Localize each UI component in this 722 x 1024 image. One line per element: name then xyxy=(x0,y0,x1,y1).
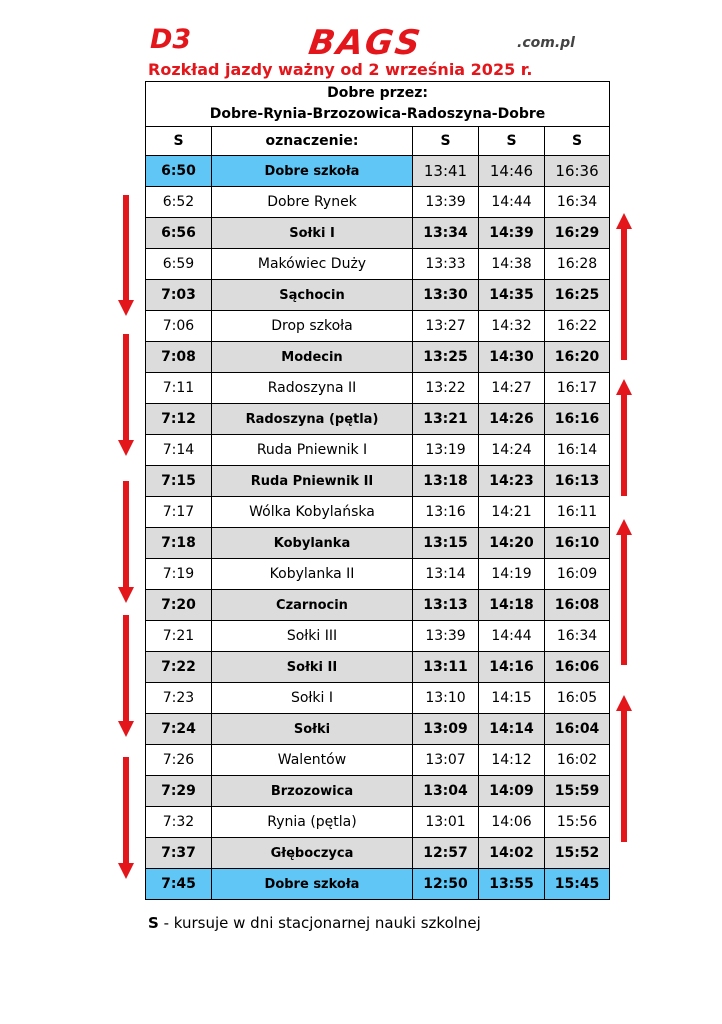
down-arrow-icon xyxy=(118,195,134,316)
stop-name: Czarnocin xyxy=(212,590,413,621)
return-time-1: 13:39 xyxy=(413,621,479,652)
stop-name: Makówiec Duży xyxy=(212,249,413,280)
return-time-2: 14:14 xyxy=(479,714,545,745)
stop-name: Ruda Pniewnik II xyxy=(212,466,413,497)
via-header xyxy=(146,82,610,127)
down-arrow-icon xyxy=(118,481,134,603)
table-row xyxy=(146,249,610,280)
return-time-3: 16:09 xyxy=(545,559,610,590)
table-row xyxy=(146,435,610,466)
stop-name: Drop szkoła xyxy=(212,311,413,342)
table-row xyxy=(146,497,610,528)
return-time-1: 13:04 xyxy=(413,776,479,807)
footnote xyxy=(148,914,481,932)
table-row xyxy=(146,559,610,590)
return-time-2: 14:35 xyxy=(479,280,545,311)
footnote-symbol: S xyxy=(148,914,159,932)
table-row xyxy=(146,869,610,900)
return-time-3: 16:13 xyxy=(545,466,610,497)
departure-time: 6:50 xyxy=(146,156,212,187)
return-time-2: 14:44 xyxy=(479,621,545,652)
table-row xyxy=(146,714,610,745)
stop-name: Sołki I xyxy=(212,218,413,249)
stop-name: Dobre Rynek xyxy=(212,187,413,218)
departure-time: 6:56 xyxy=(146,218,212,249)
return-time-2: 14:20 xyxy=(479,528,545,559)
return-time-1: 13:07 xyxy=(413,745,479,776)
return-time-2: 14:39 xyxy=(479,218,545,249)
return-time-1: 13:22 xyxy=(413,373,479,404)
table-row xyxy=(146,156,610,187)
return-time-3: 16:22 xyxy=(545,311,610,342)
stop-name: Modecin xyxy=(212,342,413,373)
return-time-3: 16:04 xyxy=(545,714,610,745)
table-row xyxy=(146,745,610,776)
table-row xyxy=(146,652,610,683)
return-time-1: 13:27 xyxy=(413,311,479,342)
departure-time: 7:12 xyxy=(146,404,212,435)
table-row xyxy=(146,187,610,218)
stop-name: Ruda Pniewnik I xyxy=(212,435,413,466)
up-arrow-icon xyxy=(616,695,632,842)
down-arrow-icon xyxy=(118,615,134,737)
return-time-1: 13:33 xyxy=(413,249,479,280)
return-time-3: 16:28 xyxy=(545,249,610,280)
departure-time: 7:06 xyxy=(146,311,212,342)
return-time-2: 14:16 xyxy=(479,652,545,683)
validity-title: Rozkład jazdy ważny od 2 września 2025 r. xyxy=(148,60,533,79)
stop-name: Kobylanka xyxy=(212,528,413,559)
return-time-2: 14:21 xyxy=(479,497,545,528)
return-time-1: 13:25 xyxy=(413,342,479,373)
table-row xyxy=(146,776,610,807)
return-time-1: 13:19 xyxy=(413,435,479,466)
departure-time: 7:19 xyxy=(146,559,212,590)
route-code: D3 xyxy=(150,24,192,55)
departure-time: 7:37 xyxy=(146,838,212,869)
departure-time: 7:24 xyxy=(146,714,212,745)
up-arrow-icon xyxy=(616,213,632,360)
stop-name: Rynia (pętla) xyxy=(212,807,413,838)
return-time-3: 16:29 xyxy=(545,218,610,249)
return-time-1: 13:21 xyxy=(413,404,479,435)
stop-name: Sąchocin xyxy=(212,280,413,311)
departure-time: 7:15 xyxy=(146,466,212,497)
stop-name: Dobre szkoła xyxy=(212,869,413,900)
return-time-3: 16:05 xyxy=(545,683,610,714)
departure-time: 7:23 xyxy=(146,683,212,714)
departure-time: 7:17 xyxy=(146,497,212,528)
return-time-2: 14:15 xyxy=(479,683,545,714)
stop-name: Radoszyna II xyxy=(212,373,413,404)
return-time-3: 16:10 xyxy=(545,528,610,559)
stop-name: Sołki I xyxy=(212,683,413,714)
stop-name: Kobylanka II xyxy=(212,559,413,590)
return-time-3: 16:34 xyxy=(545,621,610,652)
return-time-1: 13:11 xyxy=(413,652,479,683)
return-time-1: 13:30 xyxy=(413,280,479,311)
table-row xyxy=(146,373,610,404)
column-header: S xyxy=(479,127,545,156)
stop-name: Brzozowica xyxy=(212,776,413,807)
stop-name: Wólka Kobylańska xyxy=(212,497,413,528)
departure-time: 7:32 xyxy=(146,807,212,838)
return-time-3: 16:06 xyxy=(545,652,610,683)
departure-time: 7:11 xyxy=(146,373,212,404)
stop-name: Dobre szkoła xyxy=(212,156,413,187)
return-time-2: 14:12 xyxy=(479,745,545,776)
down-arrow-icon xyxy=(118,334,134,456)
return-time-2: 14:09 xyxy=(479,776,545,807)
table-row xyxy=(146,218,610,249)
return-time-2: 14:19 xyxy=(479,559,545,590)
stop-name: Radoszyna (pętla) xyxy=(212,404,413,435)
return-time-2: 14:24 xyxy=(479,435,545,466)
table-row xyxy=(146,311,610,342)
stop-name: Głęboczyca xyxy=(212,838,413,869)
return-time-1: 13:10 xyxy=(413,683,479,714)
bags-logo xyxy=(305,20,595,63)
table-row xyxy=(146,404,610,435)
return-time-2: 14:18 xyxy=(479,590,545,621)
return-time-3: 15:52 xyxy=(545,838,610,869)
return-time-3: 16:08 xyxy=(545,590,610,621)
return-time-1: 13:34 xyxy=(413,218,479,249)
up-arrow-icon xyxy=(616,379,632,496)
return-time-1: 13:16 xyxy=(413,497,479,528)
return-time-1: 13:13 xyxy=(413,590,479,621)
table-row xyxy=(146,621,610,652)
table-row xyxy=(146,838,610,869)
return-time-1: 12:50 xyxy=(413,869,479,900)
departure-time: 6:52 xyxy=(146,187,212,218)
column-header-row xyxy=(146,127,610,156)
departure-time: 7:45 xyxy=(146,869,212,900)
stop-name: Sołki II xyxy=(212,652,413,683)
departure-time: 7:21 xyxy=(146,621,212,652)
logo-main-text: BAGS xyxy=(306,23,425,63)
return-time-2: 14:26 xyxy=(479,404,545,435)
return-time-3: 15:56 xyxy=(545,807,610,838)
departure-time: 7:20 xyxy=(146,590,212,621)
departure-time: 7:22 xyxy=(146,652,212,683)
return-time-1: 13:41 xyxy=(413,156,479,187)
logo-suffix-text: .com.pl xyxy=(517,35,575,51)
return-time-2: 13:55 xyxy=(479,869,545,900)
timetable xyxy=(145,81,610,900)
return-time-1: 13:15 xyxy=(413,528,479,559)
return-time-2: 14:46 xyxy=(479,156,545,187)
column-header: S xyxy=(545,127,610,156)
table-row xyxy=(146,528,610,559)
return-time-1: 12:57 xyxy=(413,838,479,869)
return-time-2: 14:23 xyxy=(479,466,545,497)
departure-time: 7:08 xyxy=(146,342,212,373)
table-row xyxy=(146,280,610,311)
return-time-3: 16:16 xyxy=(545,404,610,435)
return-time-1: 13:39 xyxy=(413,187,479,218)
stop-name: Sołki xyxy=(212,714,413,745)
up-arrow-icon xyxy=(616,519,632,665)
return-time-2: 14:27 xyxy=(479,373,545,404)
table-row xyxy=(146,342,610,373)
return-time-3: 16:20 xyxy=(545,342,610,373)
return-time-3: 16:11 xyxy=(545,497,610,528)
return-time-2: 14:38 xyxy=(479,249,545,280)
return-time-3: 16:36 xyxy=(545,156,610,187)
stop-name: Sołki III xyxy=(212,621,413,652)
return-time-2: 14:32 xyxy=(479,311,545,342)
return-time-3: 16:17 xyxy=(545,373,610,404)
departure-time: 7:29 xyxy=(146,776,212,807)
table-row xyxy=(146,466,610,497)
via-label: Dobre przez: xyxy=(327,85,428,101)
return-time-3: 16:25 xyxy=(545,280,610,311)
return-time-3: 16:14 xyxy=(545,435,610,466)
return-time-2: 14:06 xyxy=(479,807,545,838)
return-time-1: 13:18 xyxy=(413,466,479,497)
departure-time: 7:14 xyxy=(146,435,212,466)
return-time-2: 14:44 xyxy=(479,187,545,218)
return-time-1: 13:09 xyxy=(413,714,479,745)
return-time-2: 14:30 xyxy=(479,342,545,373)
departure-time: 7:18 xyxy=(146,528,212,559)
column-header: S xyxy=(146,127,212,156)
down-arrow-icon xyxy=(118,757,134,879)
column-header: oznaczenie: xyxy=(212,127,413,156)
table-row xyxy=(146,683,610,714)
stop-name: Walentów xyxy=(212,745,413,776)
table-row xyxy=(146,807,610,838)
return-time-3: 15:59 xyxy=(545,776,610,807)
departure-time: 7:03 xyxy=(146,280,212,311)
column-header: S xyxy=(413,127,479,156)
return-time-3: 16:02 xyxy=(545,745,610,776)
footnote-text: - kursuje w dni stacjonarnej nauki szkolnej xyxy=(158,914,481,932)
return-time-3: 15:45 xyxy=(545,869,610,900)
return-time-1: 13:14 xyxy=(413,559,479,590)
return-time-3: 16:34 xyxy=(545,187,610,218)
departure-time: 6:59 xyxy=(146,249,212,280)
departure-time: 7:26 xyxy=(146,745,212,776)
via-route: Dobre-Rynia-Brzozowica-Radoszyna-Dobre xyxy=(209,106,546,122)
return-time-1: 13:01 xyxy=(413,807,479,838)
table-row xyxy=(146,590,610,621)
return-time-2: 14:02 xyxy=(479,838,545,869)
